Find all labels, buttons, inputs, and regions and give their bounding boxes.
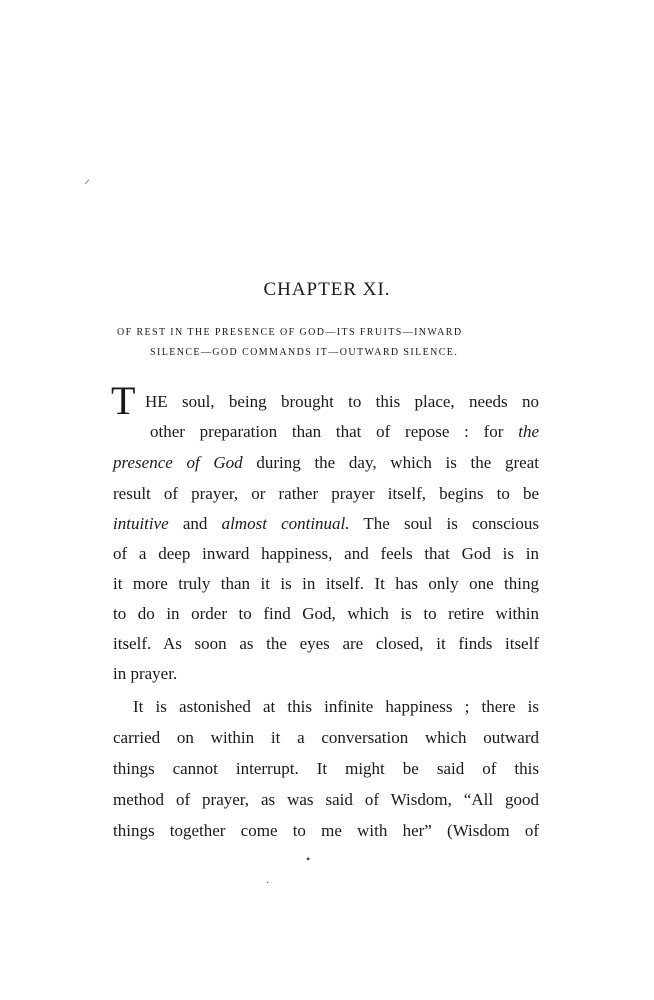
drop-cap: T xyxy=(111,378,136,423)
text-line: to do in order to find God, which is to retire within xyxy=(113,604,539,623)
text-line: It is astonished at this infinite happiness ; there is xyxy=(133,697,539,716)
text-line: method of prayer, as was said of Wisdom, “All good xyxy=(113,790,539,809)
text-line: carried on within it a conversation which outward xyxy=(113,728,539,747)
chapter-synopsis-line: OF REST IN THE PRESENCE OF GOD—ITS FRUITS—INWARD xyxy=(117,327,463,338)
text-line: intuitive and almost continual. The soul is conscious xyxy=(113,514,540,533)
text-line: result of prayer, or rather prayer itself, begins to be xyxy=(113,484,539,503)
text-line: in prayer. xyxy=(113,664,178,683)
stray-mark: ⸝ xyxy=(84,172,91,186)
text-line: other preparation than that of repose : for the xyxy=(150,422,540,441)
stray-mark: . xyxy=(266,872,269,886)
text-line: it more truly than it is in itself. It has only one thing xyxy=(113,574,539,593)
text-line: things cannot interrupt. It might be said of this xyxy=(113,759,539,778)
chapter-title: CHAPTER XI. xyxy=(263,279,391,300)
text-line: things together come to me with her” (Wisdom of xyxy=(113,821,539,840)
text-line: itself. As soon as the eyes are closed, it finds itself xyxy=(113,634,539,653)
text-line: HE soul, being brought to this place, needs no xyxy=(145,392,539,411)
text-line: of a deep inward happiness, and feels that God is in xyxy=(113,544,539,563)
text-line: presence of God during the day, which is the great xyxy=(113,453,539,472)
chapter-synopsis-line: SILENCE—GOD COMMANDS IT—OUTWARD SILENCE. xyxy=(150,347,459,358)
stray-mark: • xyxy=(306,852,311,866)
